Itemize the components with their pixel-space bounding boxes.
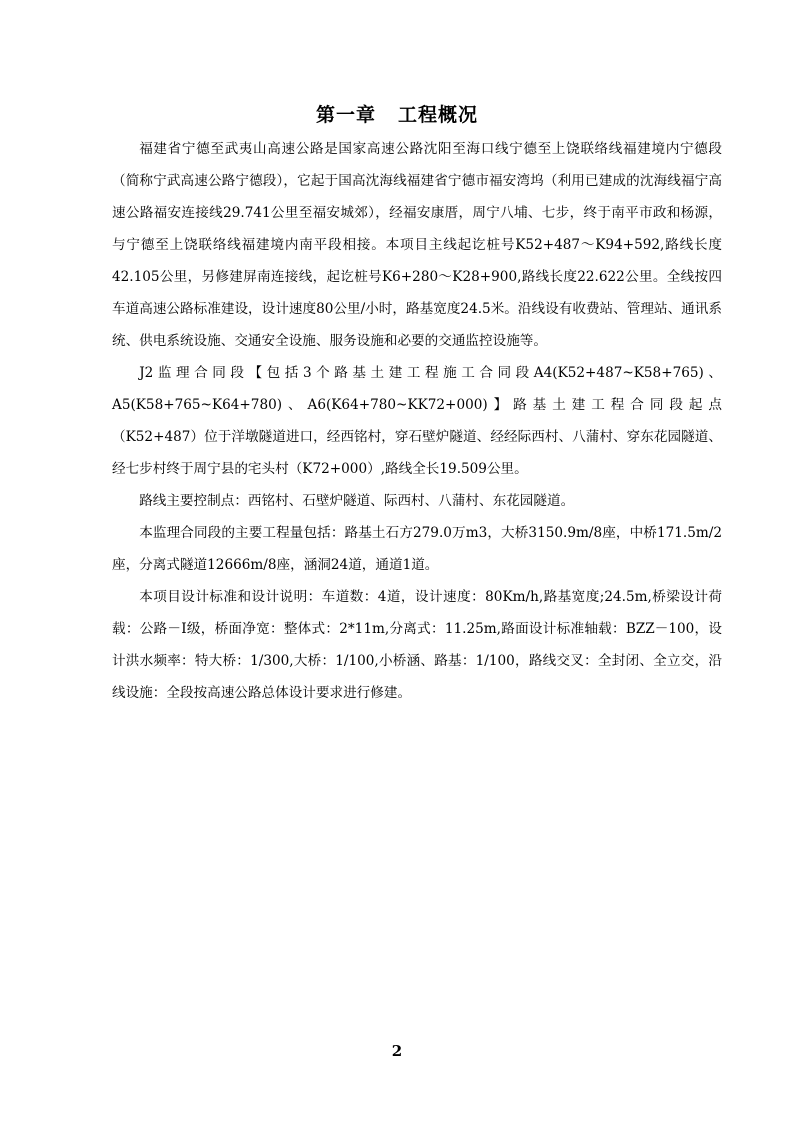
paragraph-design-standards: 本项目设计标准和设计说明：车道数：4道，设计速度：80Km/h,路基宽度;24.5m,桥梁设计荷载：公路－Ⅰ级，桥面净宽：整体式：2*11m,分离式：11.25m,路面设计标准轴载：BZZ－100，设计洪水频率：特大桥：1/300,大桥：1/100,小桥涵、路基：1/100，路线交叉：全封闭、全立交，沿线设施：全段按高速公路总体设计要求进行修建。 [112,589,722,701]
paragraph-control-points: 路线主要控制点：西铭村、石壁炉隧道、际西村、八蒲村、东花园隧道。 [139,493,575,509]
chapter-label: 第一章 [315,104,376,126]
chapter-heading [0,102,794,128]
chapter-title: 工程概况 [398,104,479,126]
paragraph-work-quantities: 本监理合同段的主要工程量包括：路基土石方279.0万m3，大桥3150.9m/8座，中桥171.5m/2座，分离式隧道12666m/8座，涵洞24道，通道1道。 [112,525,722,573]
document-body [112,133,722,709]
paragraph-project-overview: 福建省宁德至武夷山高速公路是国家高速公路沈阳至海口线宁德至上饶联络线福建境内宁德段（简称宁武高速公路宁德段），它起于国高沈海线福建省宁德市福安湾坞（利用已建成的沈海线福宁高速公路福安连接线29.741公里至福安城郊），经福安康厝，周宁八埔、七步，终于南平市政和杨源，与宁德至上饶联络线福建境内南平段相接。本项目主线起讫桩号K52+487～K94+592,路线长度42.105公里，另修建屏南连接线，起讫桩号K6+280～K28+900,路线长度22.622公里。全线按四车道高速公路标准建设，设计速度80公里/小时，路基宽度24.5米。沿线设有收费站、管理站、通讯系统、供电系统设施、交通安全设施、服务设施和必要的交通监控设施等。 [112,141,722,349]
page-number: 2 [391,1042,403,1060]
paragraph-contract-section: J2监理合同段【包括3个路基土建工程施工合同段A4(K52+487~K58+765)、A5(K58+765~K64+780)、A6(K64+780~KK72+000)】路基土建工程合同段起点（K52+487）位于洋墩隧道进口，经西铭村，穿石壁炉隧道、经经际西村、八蒲村、穿东花园隧道、经七步村终于周宁县的宅头村（K72+000）,路线全长19.509公里。 [112,365,722,477]
